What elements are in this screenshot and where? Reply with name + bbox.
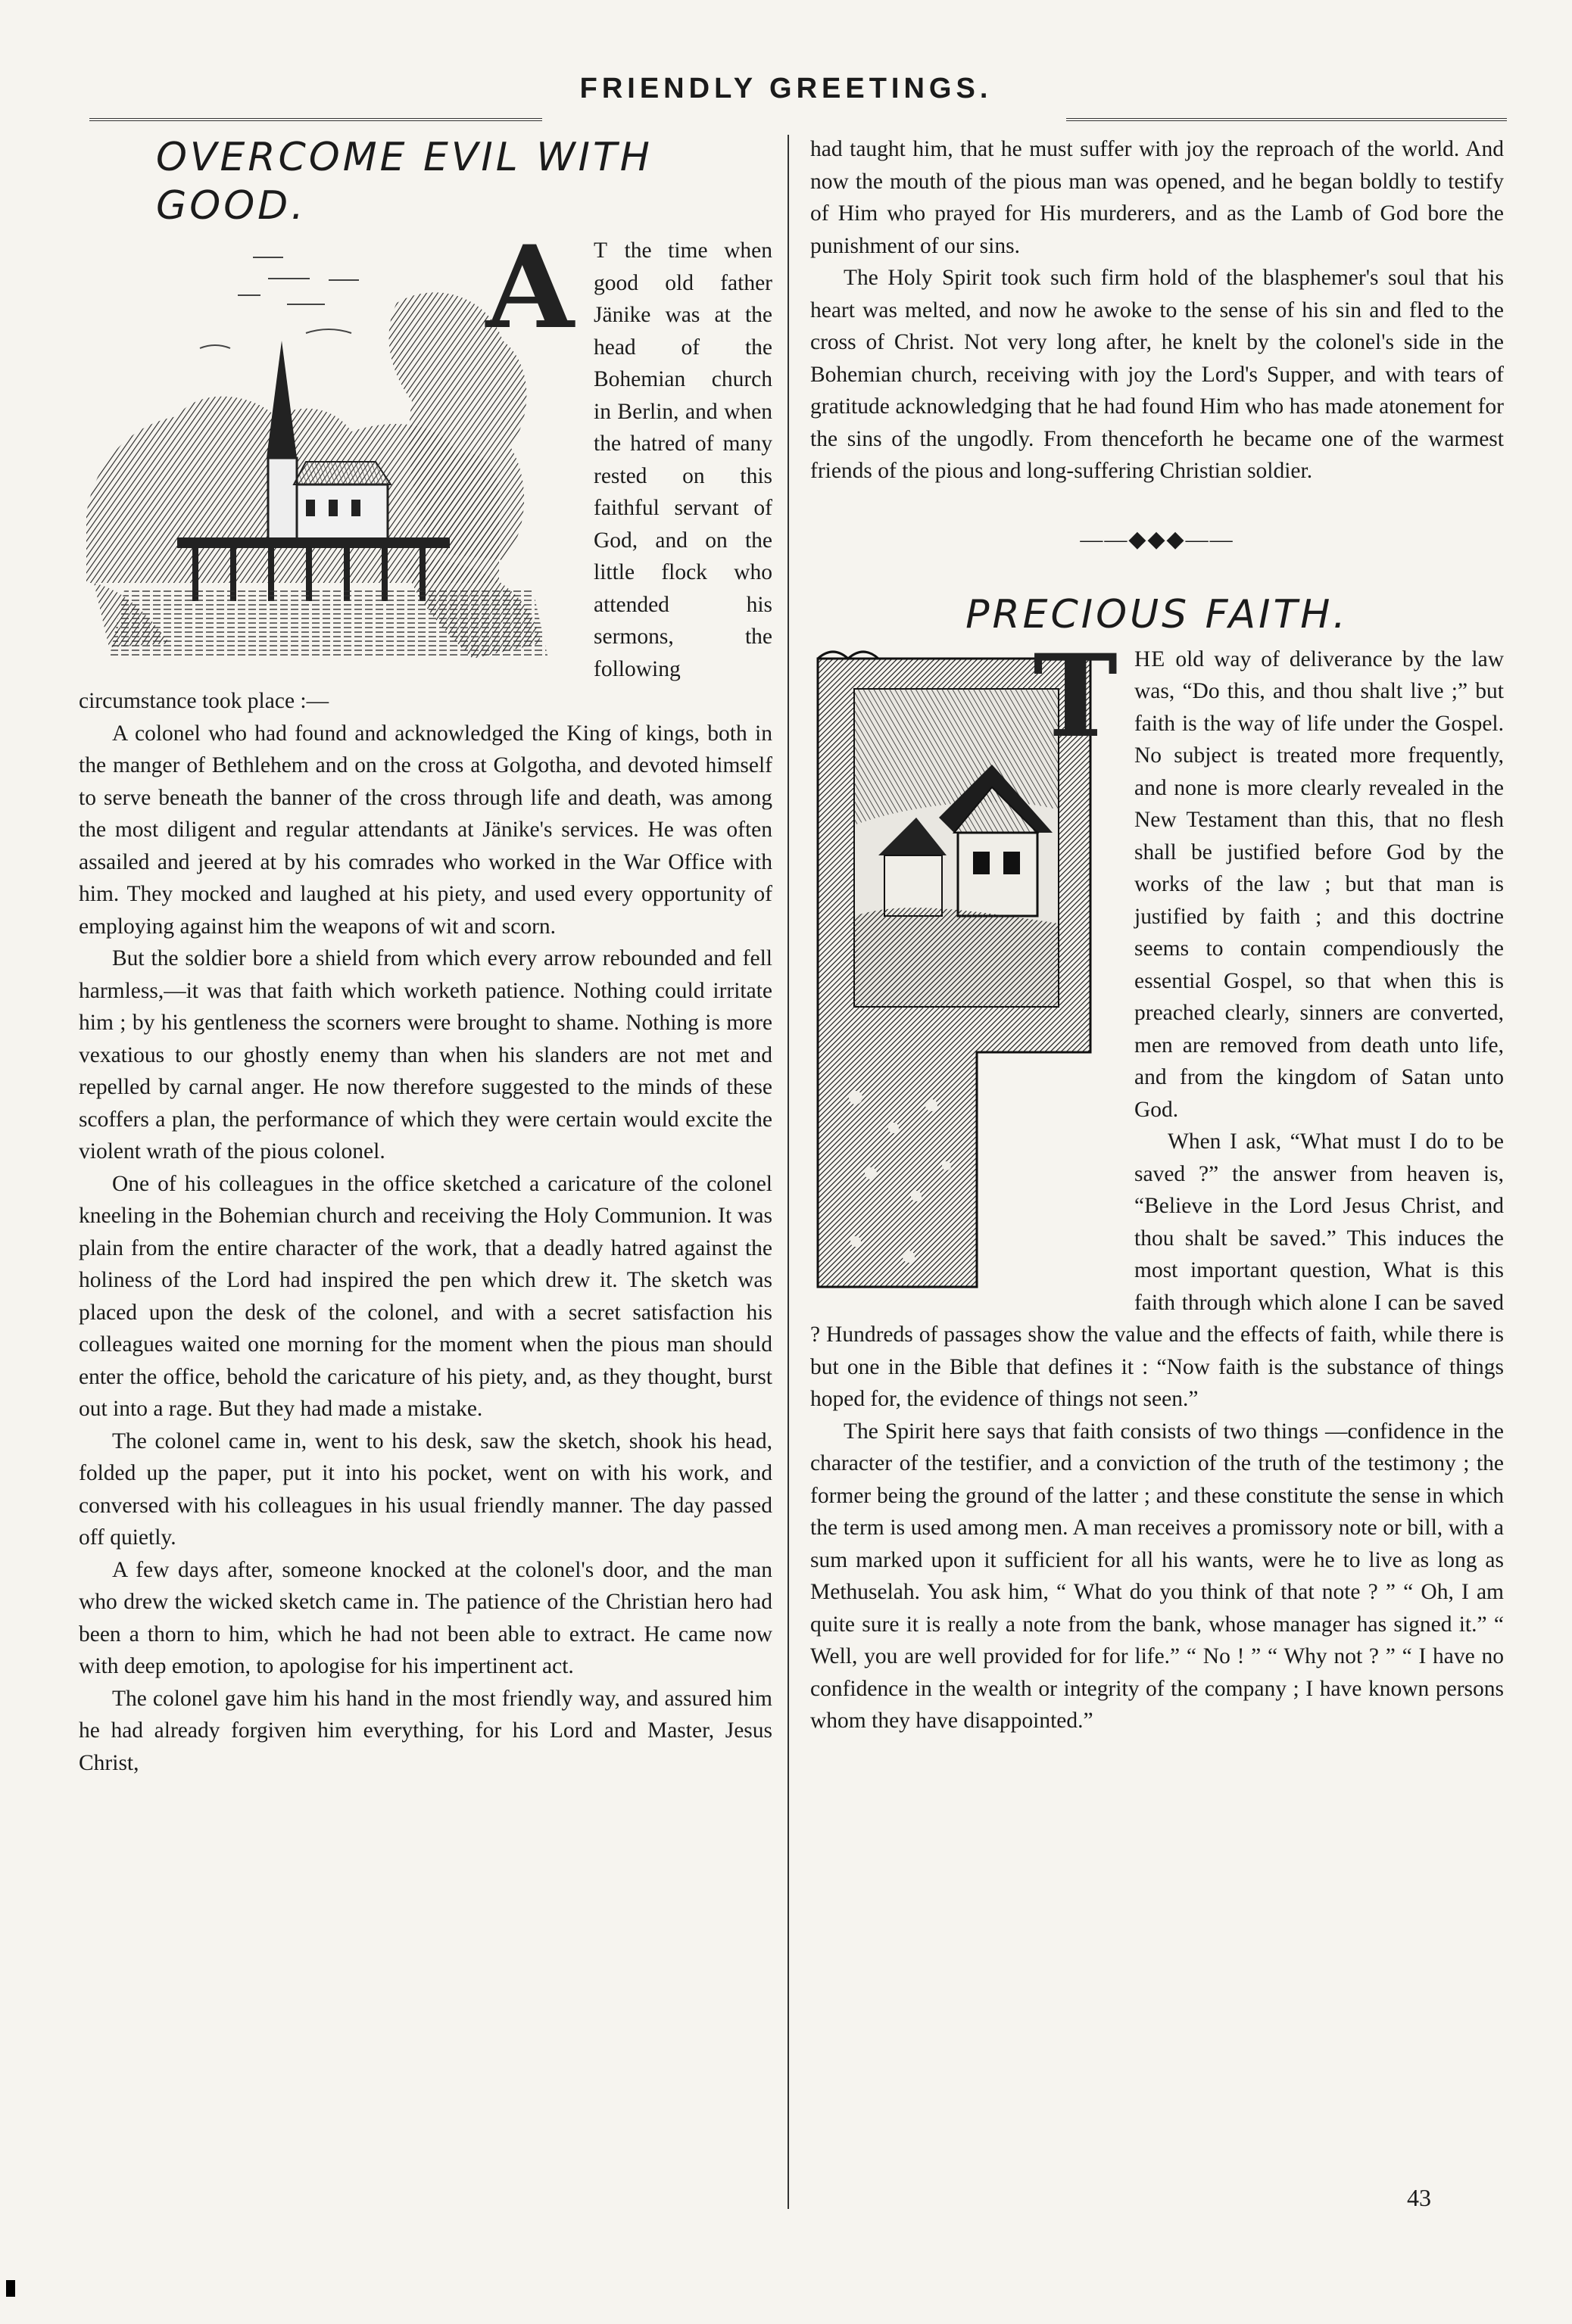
lead-letters: T <box>594 238 609 263</box>
paragraph: One of his colleagues in the office sketched a caricature of the colonel kneeling in the Bohemian church and receiving the Holy Communion. It was plain from the entire character of the work, that a deadly hatred against the holiness of the Lord had inspired the pen which drew it. The sketch was placed upon the desk of the colonel, and with a secret satisfaction his colleagues waited one morning for the moment when the pious man should enter the office, behold the caricature of his piety, and, as they thought, burst out into a rage. But they had made a mistake. <box>79 1171 772 1421</box>
head-rule-right <box>1066 118 1507 121</box>
paragraph: The colonel gave him his hand in the most friendly way, and assured him he had already forgiven him everything, for his Lord and Master, Jesus Christ, <box>79 1686 772 1775</box>
paragraph: The Holy Spirit took such firm hold of the blasphemer's soul that his heart was melted, and now he awoke to the sense of his sin and fled to the cross of Christ. Not very long after, he knelt by the colonel's side in the Bohemian church, receiving with joy the Lord's Supper, and with tears of gratitude acknowledging that he had found Him who has made atonement for the sins of the ungodly. From thenceforth he became one of the warmest friends of the pious and long-suffering Christian soldier. <box>810 266 1504 483</box>
article-title-overcome-evil: OVERCOME EVIL WITH GOOD. <box>156 135 653 229</box>
right-column <box>810 133 1504 1737</box>
article-title-precious-faith: PRECIOUS FAITH. <box>965 591 1349 637</box>
paragraph-text: old way of deliverance by the law was, “Do this, and thou shalt live ;” but faith is the way of life under the Gospel. No subject is treated more frequently, and none is more clearly revealed in the New Testament than this, that no flesh shall be justified before God by the works of the law ; but that man is justified by faith ; and this doctrine seems to contain compendiously the essential Gospel, so that when this is preached clearly, sinners are converted, men are removed from death unto life, and from the kingdom of Satan unto God. <box>1134 646 1505 1122</box>
drop-cap-t: T <box>1033 629 1118 763</box>
paragraph: The Spirit here says that faith consists of two things —confidence in the character of the testifier, and a conviction of the truth of the testimony ; the former being the ground of the latter ; and these constitute the sense in which the term is used among men. A man receives a promissory note or bill, with a sum marked upon it sufficient for all his wants, were he to live as long as Methuselah. You ask him, “ What do you think of that note ? ” “ Oh, I am quite sure it is really a note from the bank, whose manager has signed it.” “ Well, you are well provided for for life.” “ No ! ” “ Why not ? ” “ I have no confidence in the wealth or integrity of the company ; I have known persons whom they have disappointed.” <box>810 1419 1504 1733</box>
margin-mark <box>6 2280 15 2297</box>
paragraph: A colonel who had found and acknowledged the King of kings, both in the manger of Bethlehem and on the cross at Golgotha, and devoted himself to serve beneath the banner of the cross through life and death, was among the most diligent and regular attendants at Jänike's services. He was often assailed and jeered at by his comrades who worked in the War Office with him. They mocked and laughed at his piety, and used every opportunity of employing against him the weapons of wit and scorn. <box>79 721 772 939</box>
paragraph: But the soldier bore a shield from which every arrow rebounded and fell harmless,—it was that faith which worketh patience. Nothing could irritate him ; by his gentleness the scorners were brought to shame. Nothing is more vexatious to our ghostly enemy than when his slanders are not met and repelled by carnal anger. He now therefore suggested to the minds of these scoffers a plan, the performance of which they were certain would excite the violent wrath of the pious colonel. <box>79 946 772 1164</box>
paragraph: had taught him, that he must suffer with joy the reproach of the world. And now the mouth of the pious man was opened, and he began boldly to testify of Him who prayed for His murderers, and as the Lamb of God bore the punishment of our sins. <box>810 137 1504 258</box>
running-head: FRIENDLY GREETINGS. <box>579 73 993 104</box>
paragraph: A few days after, someone knocked at the colonel's door, and the man who drew the wicked sketch came in. The patience of the Christian hero had been a thorn to him, which he had not been able to extract. He came now with deep emotion, to apologise for his impertinent act. <box>79 1557 772 1678</box>
cottage-illustration <box>810 629 1121 1294</box>
page-number: 43 <box>1407 2184 1431 2211</box>
head-rule-left <box>89 118 542 121</box>
column-divider <box>788 135 789 2209</box>
church-illustration <box>79 221 579 666</box>
left-column <box>79 133 772 1779</box>
paragraph-text: the time when good old father Jänike was at the head of the Bohemian church in Berlin, and when the hatred of many rested on this faithful servant of God, and on the little flock who attended his sermons, the following circumstance took place :— <box>79 238 772 713</box>
paragraph: When I ask, “What must I do to be saved ?” the answer from heaven is, “Believe in the Lord Jesus Christ, and thou shalt be saved.” This induces the most important question, What is this faith through which alone I can be saved ? Hundreds of passages show the value and the effects of faith, while there is but one in the Bible that defines it : “Now faith is the substance of things hoped for, the evidence of things not seen.” <box>810 1129 1504 1411</box>
drop-cap-a: A <box>485 221 574 354</box>
lead-letters: HE <box>1134 646 1166 671</box>
paragraph: The colonel came in, went to his desk, saw the sketch, shook his head, folded up the paper, put it into his pocket, went on with his work, and conversed with his colleagues in his usual friendly manner. The day passed off quietly. <box>79 1428 772 1550</box>
section-ornament: ——◆◆◆—— <box>1080 526 1234 552</box>
